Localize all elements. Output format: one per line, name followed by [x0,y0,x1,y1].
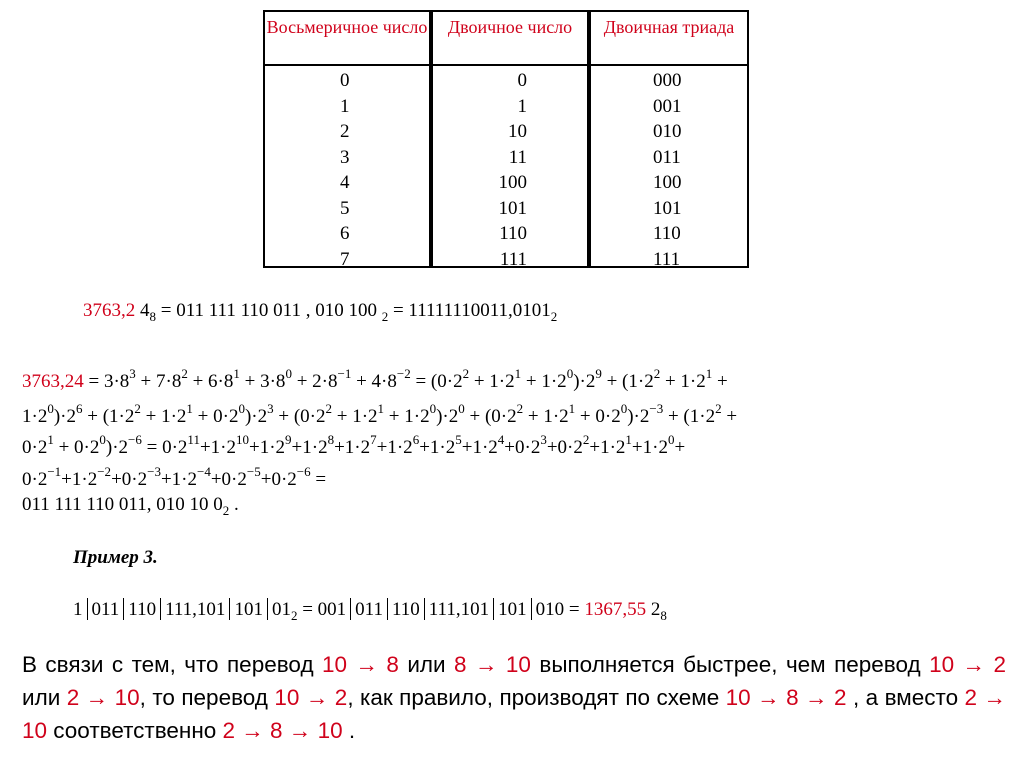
text: , как правило, производят по схеме [347,685,726,710]
octal-digit: 4 [140,300,150,321]
result-tail: 2 [646,599,661,620]
table-cell: 010 [653,121,682,142]
header-triad: Двоичная триада [591,12,747,66]
text: соответственно [47,718,223,743]
highlight: 2 → 10 [22,685,1007,743]
base-subscript: 2 [550,309,558,324]
conclusion-paragraph [22,648,1006,747]
table-cell: 5 [340,197,350,219]
octal-number: 3763,2 [83,300,136,321]
table-cell: 000 [653,70,682,91]
base-subscript: 8 [149,309,156,324]
group: 110 [128,599,157,620]
base-subscript: 8 [660,608,667,623]
text: или [22,685,67,710]
group: 101 [498,599,527,620]
highlight: 10 → 2 [929,652,1006,677]
expansion-line-2: $1\cdot 2^0)\cdot 2^6 + (1\cdot 2^2 + 1\cdot 2^1 + 0\cdot 2^0)\cdot 2^3 + (0\cdot 2^2 + 1\cdot 2^1 + 1\cdot 2^0)\cdot 2^0 + (0\cdot 2^2 + 1\cdot 2^1 + 0\cdot 2^0)\cdot 2^{-3} + (1\cdot 2^2$ + [22,401,738,427]
table-cell: 7 [340,248,350,270]
table-cell: 110 [653,223,681,244]
expansion-line-1: $3763,24 = 3\cdot 8^3 + 7\cdot 8^2 + 6\cdot 8^1 + 3\cdot 8^0 + 2\cdot 8^{-1} + 4\cdot 8^{-2} = (0\cdot 2^2 + 1\cdot 2^1 + 1\cdot 2^0)\cdot 2^9 + (1\cdot 2^2 + 1\cdot 2^1$ + [22,366,728,392]
group: 011 [91,599,120,620]
expansion-line-4: $0\cdot 2^{-1}+1\cdot 2^{-2}+0\cdot 2^{-3}+1\cdot 2^{-4}+0\cdot 2^{-5}+0\cdot 2^{-6}$ = [22,464,327,490]
table-cell: 111 [499,248,527,270]
group: 111,101 [165,599,226,620]
table-cell: 100 [498,172,527,193]
base-subscript: 2 [222,503,230,518]
base-subscript: 2 [290,608,298,623]
table-cell: 2 [340,121,350,142]
table-cell: 0 [340,70,350,91]
binary-column [431,10,589,268]
table-cell: 11 [508,146,527,168]
text: выполняется быстрее, чем перевод [530,652,930,677]
group: 01 [271,599,291,620]
text: . [342,718,356,743]
table-cell: 6 [340,223,350,244]
expansion-line-3: $0\cdot 2^1 + 0\cdot 2^0)\cdot 2^{-6} = 0\cdot 2^{11}+1\cdot 2^{10}+1\cdot 2^9+1\cdot 2^8+1\cdot 2^7+1\cdot 2^6+1\cdot 2^5+1\cdot 2^4+0\cdot 2^3+0\cdot 2^2+1\cdot 2^1+1\cdot 2^0+$ [22,432,686,458]
example-title: Пример 3. [73,547,158,568]
octal-to-binary-line [83,300,557,325]
period: . [229,494,239,515]
header-binary: Двоичное число [433,12,587,66]
table-cell: 1 [517,95,527,117]
header-octal: Восьмеричное число [265,12,429,66]
group: = 001 [297,599,347,620]
highlight: 2 → 8 → 10 [222,718,343,743]
table-cell: 10 [508,121,527,142]
table-cell: 110 [499,223,527,244]
group: 101 [234,599,263,620]
table-cell: 100 [653,172,682,193]
table-cell: 0 [517,70,527,91]
text: или [398,652,455,677]
table-cell: 111 [653,248,681,270]
highlight: 2 → 10 [66,685,140,710]
result-octal: 1367,55 [584,599,647,620]
table-cell: 101 [498,197,527,219]
table-cell: 001 [653,95,682,117]
table-cell: 3 [340,146,350,168]
text: В связи с тем, что перевод [22,652,322,677]
group: 011 [355,599,383,620]
text: , то перевод [139,685,275,710]
base-subscript: 2 [381,309,389,324]
table-cell: 4 [340,172,350,193]
table-cell: 101 [653,197,682,219]
table-cell: 1 [340,95,350,117]
highlight: 8 → 10 [454,652,531,677]
octal-column [263,10,431,268]
group: 010 = [535,599,585,620]
octal-binary-table [263,10,749,270]
highlight: 10 → 8 → 2 [725,685,847,710]
group: 111,101 [428,599,490,620]
expansion-result [22,494,239,519]
triads-text: = 011 111 110 011 , 010 100 [156,300,382,321]
highlight: 10 → 2 [274,685,348,710]
expansion-number: 3763,24 [22,371,84,392]
group: 110 [391,599,420,620]
text: , а вместо [846,685,965,710]
example-line [73,598,667,624]
triad-column [589,10,749,268]
table-cell: 011 [653,146,681,168]
binary-value: 011 111 110 011, 010 10 0 [22,494,223,515]
highlight: 10 → 8 [322,652,399,677]
group: 1 [73,599,83,620]
binary-result: = 11111110011,0101 [388,300,551,321]
